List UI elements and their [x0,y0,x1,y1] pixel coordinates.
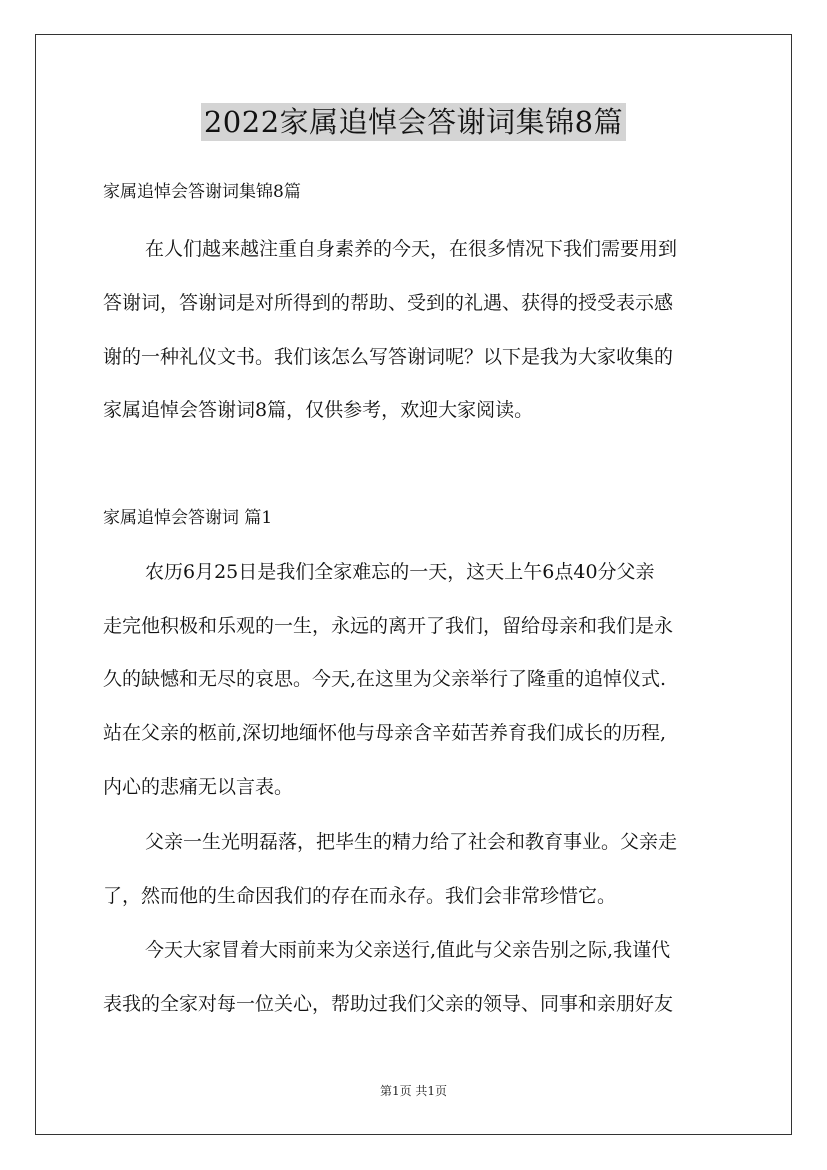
document-title: 2022家属追悼会答谢词集锦8篇 [201,103,626,141]
section-line-2: 走完他积极和乐观的一生，永远的离开了我们，留给母亲和我们是永 [103,615,674,637]
intro-line-1: 在人们越来越注重自身素养的今天，在很多情况下我们需要用到 [145,238,678,260]
section-heading: 家属追悼会答谢词 篇1 [103,508,273,528]
title-container [0,103,827,141]
section-line-7: 了，然而他的生命因我们的存在而永存。我们会非常珍惜它。 [103,885,617,907]
intro-line-3: 谢的一种礼仪文书。我们该怎么写答谢词呢？以下是我为大家收集的 [103,346,674,368]
section-line-8: 今天大家冒着大雨前来为父亲送行,值此与父亲告别之际,我谨代 [145,939,671,961]
section-line-6: 父亲一生光明磊落，把毕生的精力给了社会和教育事业。父亲走 [145,831,678,853]
intro-line-4: 家属追悼会答谢词8篇，仅供参考，欢迎大家阅读。 [103,399,534,421]
section-line-3: 久的缺憾和无尽的哀思。今天,在这里为父亲举行了隆重的追悼仪式. [103,668,667,690]
document-subtitle: 家属追悼会答谢词集锦8篇 [103,182,301,202]
intro-line-2: 答谢词，答谢词是对所得到的帮助、受到的礼遇、获得的授受表示感 [103,292,674,314]
section-line-9: 表我的全家对每一位关心，帮助过我们父亲的领导、同事和亲朋好友 [103,993,674,1015]
page-footer: 第1页 共1页 [379,1084,448,1098]
section-line-4: 站在父亲的柩前,深切地缅怀他与母亲含辛茹苦养育我们成长的历程, [103,722,667,744]
section-line-1: 农历6月25日是我们全家难忘的一天，这天上午6点40分父亲 [145,561,655,583]
section-line-5: 内心的悲痛无以言表。 [103,776,294,798]
